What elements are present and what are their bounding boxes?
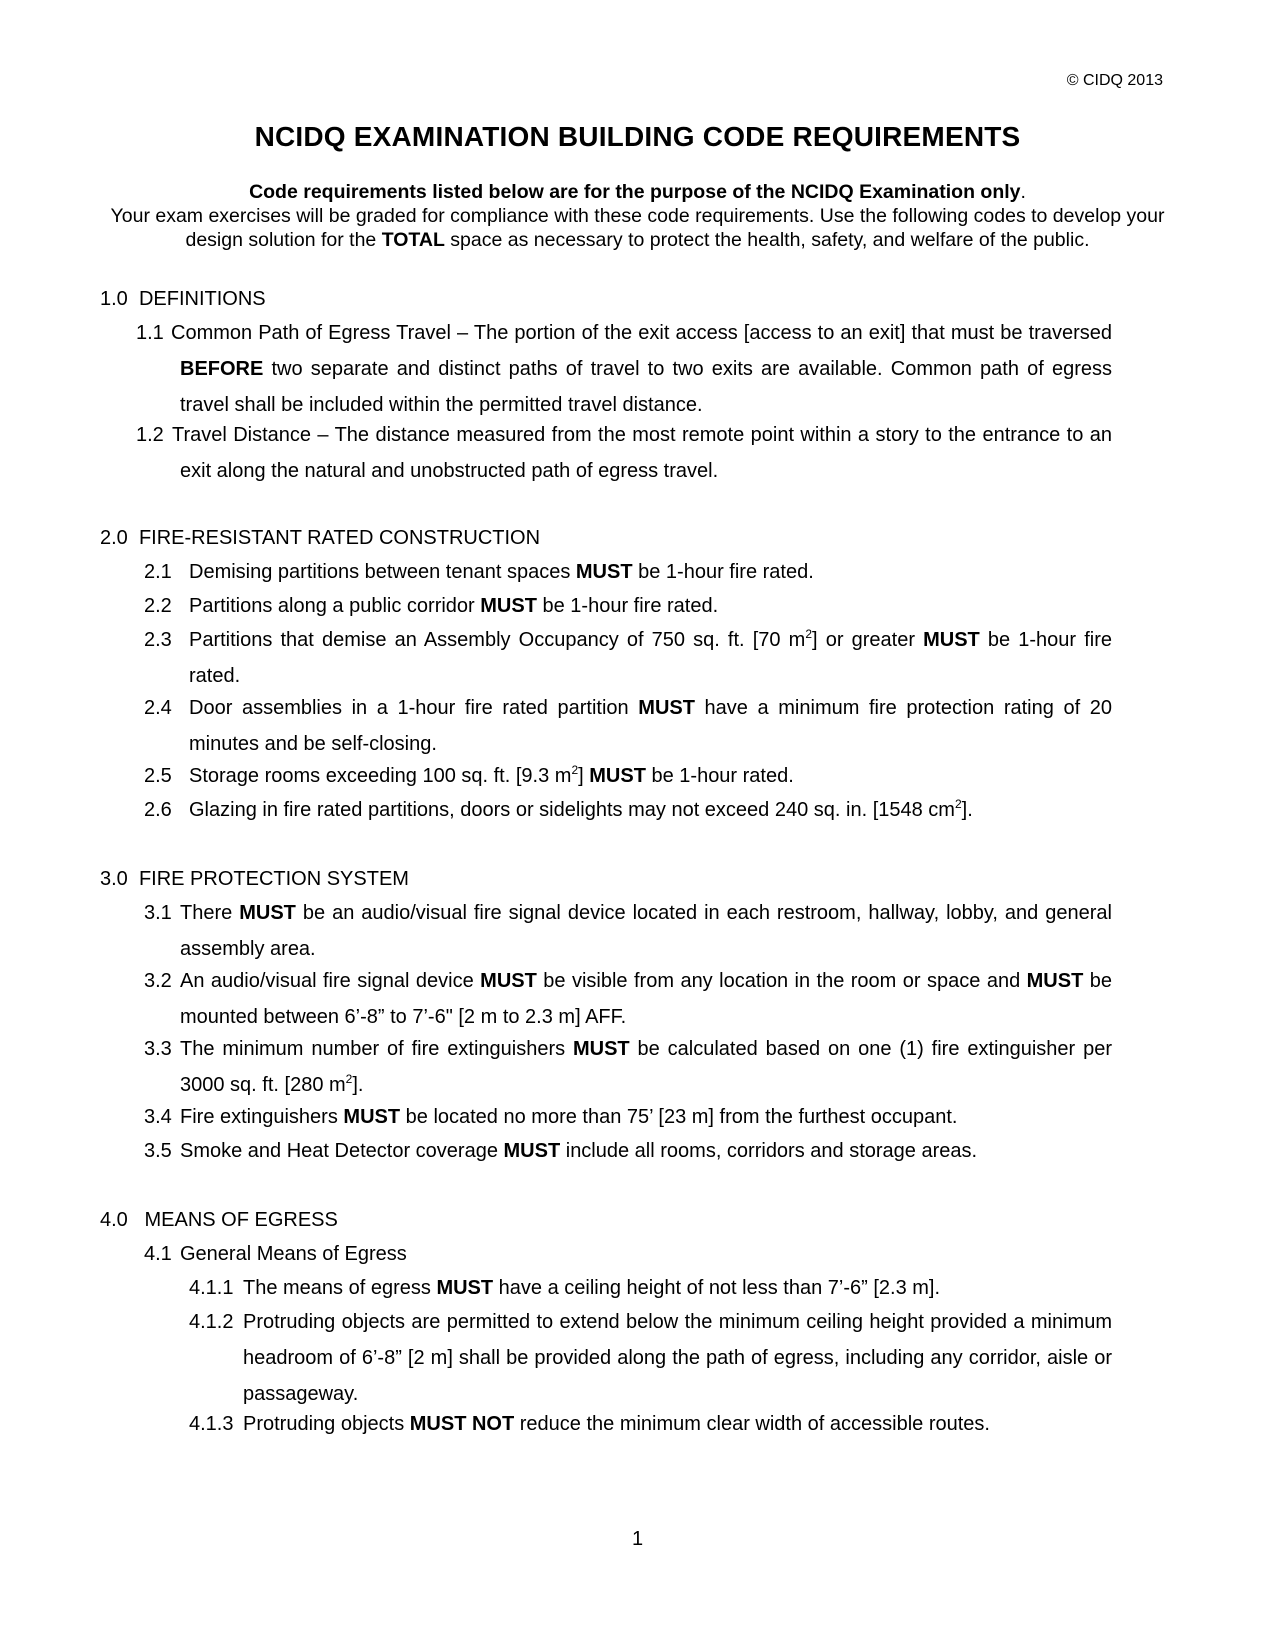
item-text: be mounted between 6’-8” to 7’-6" [2 m to 2.3 m] AFF. [180,970,1113,1028]
intro-bold-line-end: . [1020,181,1026,203]
item-text: have a minimum fire protection rating of 20 minutes and be self-closing. [189,697,1112,755]
item-text: ] or greater [812,629,924,651]
item-text: General Means of Egress [180,1243,407,1265]
superscript: 2 [954,797,962,811]
item-2-4 [144,690,1112,762]
emphasis-must: MUST [1026,970,1084,992]
superscript: 2 [345,1072,353,1086]
section-heading-definitions [100,287,266,311]
item-number: 2.2 [144,595,172,617]
section-title: FIRE-RESISTANT RATED CONSTRUCTION [138,527,541,549]
emphasis-before: BEFORE [180,358,264,380]
item-2-1 [144,554,1112,590]
item-text: Protruding objects are permitted to extend below the minimum ceiling height provided a minimum headroom of 6’-8” [2 m] shall be provided along the path of egress, including any corridor, aisle or passageway. [243,1311,1112,1405]
item-text: have a ceiling height of not less than 7’-6” [2.3 m]. [493,1277,941,1299]
emphasis-must: MUST [480,595,537,617]
page-title: NCIDQ EXAMINATION BUILDING CODE REQUIREMENTS [254,121,1021,152]
item-text: Partitions that demise an Assembly Occupancy of 750 sq. ft. [70 m [189,629,806,651]
emphasis-must: MUST [436,1277,494,1299]
item-text: be 1-hour rated. [645,765,794,787]
section-heading-fire-protection [100,867,409,891]
item-number: 4.1.1 [189,1277,234,1299]
item-text: Door assemblies in a 1-hour fire rated partition [189,697,639,719]
definition-1-2 [136,417,1112,489]
item-number: 3.2 [144,970,172,992]
item-text: The means of egress [243,1277,437,1299]
item-number: 3.5 [144,1140,172,1162]
item-number: 1.1 [136,322,164,344]
emphasis-must: MUST [480,970,537,992]
emphasis-must: MUST [503,1140,561,1162]
item-text: ]. [352,1074,364,1096]
item-number: 2.3 [144,629,172,651]
superscript: 2 [571,763,579,777]
item-number: 2.4 [144,697,172,719]
emphasis-must: MUST [638,697,695,719]
item-text: be located no more than 75’ [23 m] from the furthest occupant. [400,1106,958,1128]
item-4-1 [144,1236,1112,1272]
section-number: 3.0 [100,868,128,890]
item-number: 2.1 [144,561,172,583]
item-number: 2.5 [144,765,172,787]
item-number: 3.4 [144,1106,172,1128]
item-3-5 [144,1133,1112,1169]
item-text: be 1-hour fire rated. [632,561,814,583]
item-number: 1.2 [136,424,164,446]
item-number: 3.1 [144,902,172,924]
section-number: 4.0 [100,1209,128,1231]
intro-paragraph [110,180,1165,252]
item-text: be 1-hour fire rated. [189,629,1112,687]
section-heading-means-of-egress [100,1208,338,1232]
emphasis-must: MUST [575,561,633,583]
emphasis-must: MUST [239,902,296,924]
section-heading-fire-resistant [100,526,540,550]
emphasis-must: MUST [343,1106,401,1128]
item-text: reduce the minimum clear width of accessible routes. [514,1413,990,1435]
item-text: Demising partitions between tenant spaces [189,561,576,583]
item-text: be 1-hour fire rated. [536,595,719,617]
item-text: Common Path of Egress Travel – The portion of the exit access [access to an exit] that must be traversed [171,322,1112,344]
item-text: include all rooms, corridors and storage areas. [560,1140,978,1162]
item-number: 2.6 [144,799,172,821]
item-text: Smoke and Heat Detector coverage [180,1140,504,1162]
item-number: 4.1.2 [189,1311,234,1333]
intro-text-a: Your exam exercises will be graded for compliance with these code requirements. Use the following codes to develop your design solution for the [110,205,1165,251]
section-title: FIRE PROTECTION SYSTEM [138,868,409,890]
item-3-2 [144,963,1113,1035]
item-text: two separate and distinct paths of travel to two exits are available. Common path of egress travel shall be included within the permitted travel distance. [180,358,1112,416]
item-text: Glazing in fire rated partitions, doors or sidelights may not exceed 240 sq. in. [1548 cm [189,799,955,821]
item-4-1-2 [189,1304,1112,1412]
item-text: ]. [961,799,973,821]
item-text: be visible from any location in the room or space and [536,970,1027,992]
item-number: 3.3 [144,1038,172,1060]
item-4-1-1 [189,1270,1112,1306]
item-number: 4.1 [144,1243,172,1265]
item-3-4 [144,1099,1112,1135]
item-number: 4.1.3 [189,1413,234,1435]
item-4-1-3 [189,1406,1112,1442]
emphasis-must: MUST [923,629,980,651]
item-text: be an audio/visual fire signal device located in each restroom, hallway, lobby, and general assembly area. [180,902,1112,960]
item-2-3 [144,622,1112,694]
item-text: Travel Distance – The distance measured from the most remote point within a story to the entrance to an exit along the natural and unobstructed path of egress travel. [172,424,1112,482]
section-title: MEANS OF EGRESS [144,1209,338,1231]
copyright-notice: © CIDQ 2013 [1066,72,1163,89]
item-2-2 [144,588,1112,624]
item-text: Storage rooms exceeding 100 sq. ft. [9.3 m [189,765,572,787]
item-text: Protruding objects [243,1413,410,1435]
section-number: 2.0 [100,527,128,549]
intro-text-b: space as necessary to protect the health, safety, and welfare of the public. [444,229,1090,251]
section-number: 1.0 [100,288,128,310]
item-text: ] [578,765,590,787]
item-2-5 [144,758,1112,794]
superscript: 2 [805,627,813,641]
item-text: The minimum number of fire extinguishers [180,1038,573,1060]
item-3-3 [144,1031,1112,1103]
item-text: be calculated based on one (1) fire extinguisher per 3000 sq. ft. [280 m [180,1038,1112,1096]
item-text: Partitions along a public corridor [189,595,481,617]
intro-total: TOTAL [381,229,445,251]
intro-bold-line: Code requirements listed below are for the purpose of the NCIDQ Examination only [249,181,1021,203]
definition-1-1 [136,315,1112,423]
item-text: There [180,902,240,924]
emphasis-must: MUST [572,1038,630,1060]
page-number: 1 [631,1528,644,1550]
item-3-1 [144,895,1112,967]
section-title: DEFINITIONS [138,288,266,310]
item-2-6 [144,792,1112,828]
item-text: Fire extinguishers [180,1106,344,1128]
emphasis-must-not: MUST NOT [409,1413,515,1435]
emphasis-must: MUST [589,765,646,787]
item-text: An audio/visual fire signal device [180,970,481,992]
